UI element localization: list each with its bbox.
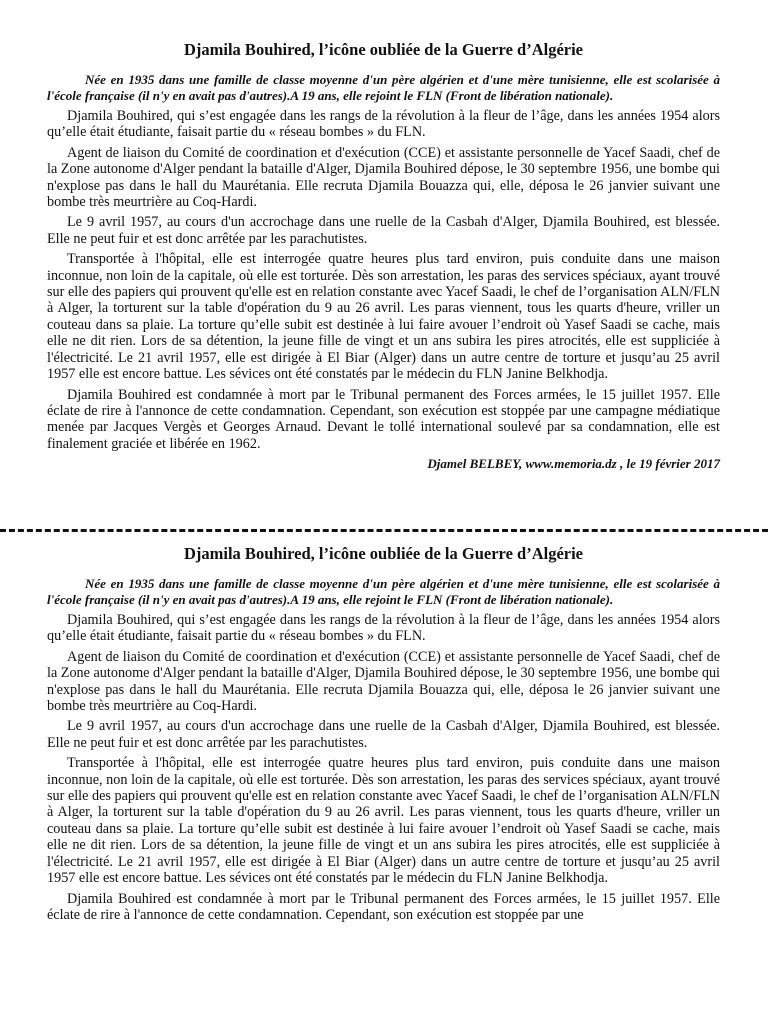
article-lead: Née en 1935 dans une famille de classe moyenne d'un père algérien et d'une mère tunisienne, elle est scolarisée à l'école française (il n'y en avait pas d'autres).A 19 ans, elle rejoint le FLN (Front de libération nationale). <box>47 72 720 103</box>
article-copy-2 <box>47 544 720 927</box>
dashed-cut-line <box>0 529 768 532</box>
article-paragraph: Le 9 avril 1957, au cours d'un accrochage dans une ruelle de la Casbah d'Alger, Djamila Bouhired, est blessée. Elle ne peut fuir et est donc arrêtée par les parachutistes. <box>47 214 720 247</box>
article-paragraph: Djamila Bouhired est condamnée à mort par le Tribunal permanent des Forces armées, le 15 juillet 1957. Elle éclate de rire à l'annonce de cette condamnation. Cependant, son exécution est stoppée par une <box>47 890 720 923</box>
article-title: Djamila Bouhired, l’icône oubliée de la Guerre d’Algérie <box>183 40 583 59</box>
article-paragraph: Djamila Bouhired est condamnée à mort par le Tribunal permanent des Forces armées, le 15 juillet 1957. Elle éclate de rire à l'annonce de cette condamnation. Cependant, son exécution est stoppée par une campagne médiatique menée par Jacques Vergès et Georges Arnaud. Devant le tollé international soulevé par sa condamnation, elle est finalement graciée et libérée en 1962. <box>47 386 720 452</box>
article-paragraph: Le 9 avril 1957, au cours d'un accrochage dans une ruelle de la Casbah d'Alger, Djamila Bouhired, est blessée. Elle ne peut fuir et est donc arrêtée par les parachutistes. <box>47 718 720 751</box>
article-paragraph: Transportée à l'hôpital, elle est interrogée quatre heures plus tard environ, puis conduite dans une maison inconnue, non loin de la capitale, où elle est torturée. Dès son arrestation, les paras des services spéciaux, ayant trouvé sur elle des papiers qui prouvent qu'elle est en relation constante avec Yacef Saadi, le chef de l’organisation ALN/FLN à Alger, la torturent sur la table d'opération du 9 au 26 avril. Les paras viennent, tous les quarts d'heure, vriller un couteau dans sa plaie. La torture qu’elle subit est destinée à lui faire avouer l’endroit où Yasef Saadi se cache, mais elle ne dit rien. Lors de sa détention, la jeune fille de vingt et un ans subira les pires atrocités, elle est suppliciée à l'électricité. Le 21 avril 1957, elle est dirigée à El Biar (Alger) dans un autre centre de torture et jusqu’au 25 avril 1957 elle est encore battue. Les sévices ont été constatés par le médecin du FLN Janine Belkhodja. <box>47 251 720 383</box>
article-paragraph: Djamila Bouhired, qui s’est engagée dans les rangs de la révolution à la fleur de l’âge, dans les années 1954 alors qu’elle était étudiante, faisait partie du « réseau bombes » du FLN. <box>47 108 720 141</box>
article-signature: Djamel BELBEY, www.memoria.dz , le 19 février 2017 <box>427 456 720 472</box>
article-paragraph: Agent de liaison du Comité de coordination et d'exécution (CCE) et assistante personnelle de Yacef Saadi, chef de la Zone autonome d'Alger pendant la bataille d'Alger, Djamila Bouhired dépose, le 30 septembre 1956, une bombe qui n'explose pas dans le hall du Maurétania. Elle recruta Djamila Bouazza qui, elle, déposa le 26 janvier suivant une bombe très meurtrière au Coq-Hardi. <box>47 648 720 715</box>
article-copy-1 <box>47 40 720 472</box>
article-paragraph: Djamila Bouhired, qui s’est engagée dans les rangs de la révolution à la fleur de l’âge, dans les années 1954 alors qu’elle était étudiante, faisait partie du « réseau bombes » du FLN. <box>47 612 720 645</box>
article-paragraph: Transportée à l'hôpital, elle est interrogée quatre heures plus tard environ, puis conduite dans une maison inconnue, non loin de la capitale, où elle est torturée. Dès son arrestation, les paras des services spéciaux, ayant trouvé sur elle des papiers qui prouvent qu'elle est en relation constante avec Yacef Saadi, le chef de l’organisation ALN/FLN à Alger, la torturent sur la table d'opération du 9 au 26 avril. Les paras viennent, tous les quarts d'heure, vriller un couteau dans sa plaie. La torture qu’elle subit est destinée à lui faire avouer l’endroit où Yasef Saadi se cache, mais elle ne dit rien. Lors de sa détention, la jeune fille de vingt et un ans subira les pires atrocités, elle est suppliciée à l'électricité. Le 21 avril 1957, elle est dirigée à El Biar (Alger) dans un autre centre de torture et jusqu’au 25 avril 1957 elle est encore battue. Les sévices ont été constatés par le médecin du FLN Janine Belkhodja. <box>47 755 720 887</box>
article-title: Djamila Bouhired, l’icône oubliée de la Guerre d’Algérie <box>183 544 583 563</box>
article-paragraph: Agent de liaison du Comité de coordination et d'exécution (CCE) et assistante personnelle de Yacef Saadi, chef de la Zone autonome d'Alger pendant la bataille d'Alger, Djamila Bouhired dépose, le 30 septembre 1956, une bombe qui n'explose pas dans le hall du Maurétania. Elle recruta Djamila Bouazza qui, elle, déposa le 26 janvier suivant une bombe très meurtrière au Coq-Hardi. <box>47 144 720 211</box>
article-lead: Née en 1935 dans une famille de classe moyenne d'un père algérien et d'une mère tunisienne, elle est scolarisée à l'école française (il n'y en avait pas d'autres).A 19 ans, elle rejoint le FLN (Front de libération nationale). <box>47 576 720 607</box>
